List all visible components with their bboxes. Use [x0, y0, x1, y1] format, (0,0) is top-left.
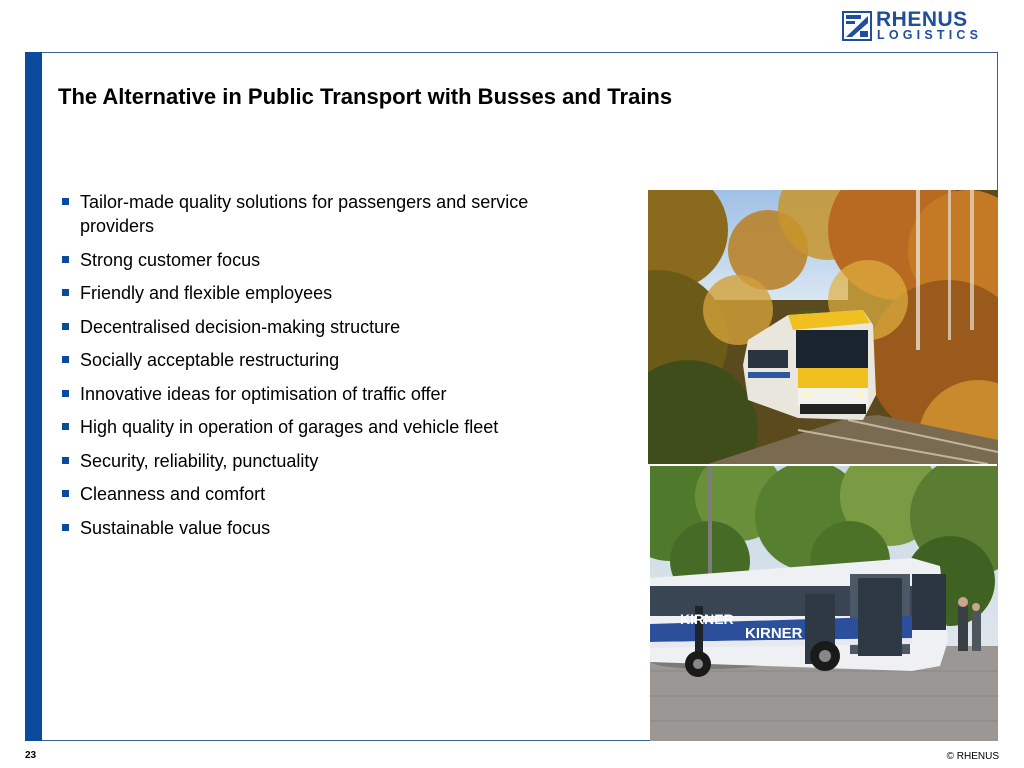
rhenus-logistics-logo [842, 8, 1000, 45]
bullet-item [62, 348, 602, 372]
bullet-text: Tailor-made quality solutions for passengers and service providers [80, 192, 529, 236]
bullet-item [62, 190, 602, 238]
bullet-square-icon [62, 356, 69, 363]
left-accent-bar [25, 52, 42, 741]
copyright-notice: © RHENUS [946, 751, 999, 762]
bullet-text: Decentralised decision-making structure [80, 316, 401, 337]
bullet-square-icon [62, 256, 69, 263]
bullet-square-icon [62, 289, 69, 296]
bullet-item [62, 382, 602, 406]
bus-livery-text-front: KIRNER [745, 625, 803, 642]
bus-photo [650, 466, 998, 741]
logo-mark-icon [842, 11, 872, 41]
bullet-square-icon [62, 524, 69, 531]
bullet-item [62, 482, 602, 506]
bullet-text: Security, reliability, punctuality [80, 450, 319, 471]
bullet-text: Cleanness and comfort [80, 484, 266, 504]
bullet-square-icon [62, 423, 69, 430]
logo-word-rhenus: RHENUS [876, 8, 968, 31]
bullet-text: Friendly and flexible employees [80, 283, 333, 303]
bus-livery-text-rear: KIRNER [680, 611, 734, 627]
bullet-item [62, 248, 602, 272]
bullet-square-icon [62, 490, 69, 497]
bullet-square-icon [62, 198, 69, 205]
bullet-list [62, 190, 602, 549]
bullet-item [62, 415, 602, 439]
bullet-item [62, 449, 602, 473]
bullet-square-icon [62, 323, 69, 330]
bullet-text: Socially acceptable restructuring [80, 350, 340, 370]
page-number: 23 [25, 750, 37, 761]
bullet-item [62, 315, 602, 339]
train-photo [648, 190, 998, 464]
bullet-text: High quality in operation of garages and vehicle fleet [80, 417, 499, 437]
bullet-square-icon [62, 457, 69, 464]
slide-title: The Alternative in Public Transport with Busses and Trains [58, 84, 673, 109]
bullet-item [62, 281, 602, 305]
bullet-item [62, 516, 602, 540]
bullet-square-icon [62, 390, 69, 397]
bullet-text: Strong customer focus [80, 249, 261, 270]
bullet-text: Innovative ideas for optimisation of traffic offer [80, 383, 447, 404]
bullet-text: Sustainable value focus [80, 517, 271, 538]
logo-word-logistics: LOGISTICS [877, 28, 983, 42]
